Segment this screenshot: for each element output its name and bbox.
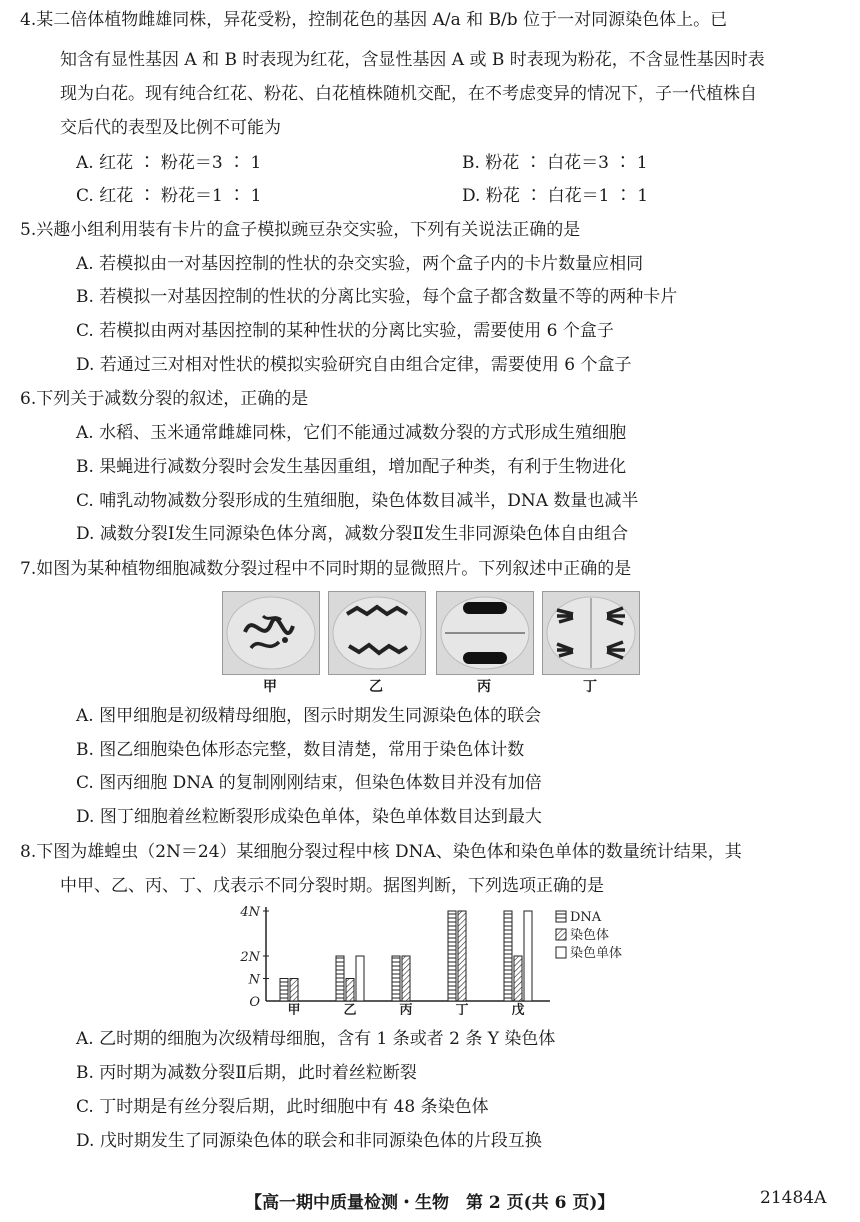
q5-stem: 5.兴趣小组利用装有卡片的盒子模拟豌豆杂交实验，下列有关说法正确的是 xyxy=(20,220,581,240)
q4-option-c: C. 红花 ∶ 粉花＝1 ∶ 1 xyxy=(76,186,262,206)
q5-option-c: C. 若模拟由两对基因控制的某种性状的分离比实验，需要使用 6 个盒子 xyxy=(76,321,614,341)
q7-option-d: D. 图丁细胞着丝粒断裂形成染色单体，染色单体数目达到最大 xyxy=(76,807,542,827)
bar-DNA-戊 xyxy=(504,911,512,1001)
bar-染色体-丁 xyxy=(458,911,466,1001)
bar-chart xyxy=(230,905,630,1015)
q4-option-a: A. 红花 ∶ 粉花＝3 ∶ 1 xyxy=(76,153,262,173)
q7-stem: 7.如图为某种植物细胞减数分裂过程中不同时期的显微照片。下列叙述中正确的是 xyxy=(20,559,632,579)
q5-option-a: A. 若模拟由一对基因控制的性状的杂交实验，两个盒子内的卡片数量应相同 xyxy=(76,254,644,274)
bar-DNA-丁 xyxy=(448,911,456,1001)
micrograph-label-jia: 甲 xyxy=(263,679,277,695)
q6-stem: 6.下列关于减数分裂的叙述，正确的是 xyxy=(20,389,309,409)
legend-label: DNA xyxy=(570,910,602,925)
bar-chart-svg xyxy=(230,905,630,1015)
q8-option-c: C. 丁时期是有丝分裂后期，此时细胞中有 48 条染色体 xyxy=(76,1097,489,1117)
micrograph-label-yi: 乙 xyxy=(369,679,383,695)
q4-stem-line-3: 现为白花。现有纯合红花、粉花、白花植株随机交配，在不考虑变异的情况下，子一代植株自 xyxy=(60,84,757,104)
y-tick-label: 4N xyxy=(240,905,260,920)
micrograph-jia xyxy=(222,591,320,675)
x-tick-label: 甲 xyxy=(287,1003,301,1015)
y-tick-label: O xyxy=(249,995,260,1010)
q4-option-d: D. 粉花 ∶ 白花＝1 ∶ 1 xyxy=(462,186,649,206)
q8-stem-line-2: 中甲、乙、丙、丁、戊表示不同分裂时期。据图判断，下列选项正确的是 xyxy=(60,876,604,896)
q7-option-a: A. 图甲细胞是初级精母细胞，图示时期发生同源染色体的联会 xyxy=(76,706,542,726)
q6-option-b: B. 果蝇进行减数分裂时会发生基因重组，增加配子种类，有利于生物进化 xyxy=(76,457,627,477)
bar-染色单体-乙 xyxy=(356,956,364,1001)
bar-染色体-戊 xyxy=(514,956,522,1001)
x-tick-label: 戊 xyxy=(511,1003,525,1015)
q4-stem-line-2: 知含有显性基因 A 和 B 时表现为红花，含显性基因 A 或 B 时表现为粉花，不含显性基因时表 xyxy=(60,50,765,70)
q6-option-a: A. 水稻、玉米通常雌雄同株，它们不能通过减数分裂的方式形成生殖细胞 xyxy=(76,423,627,443)
micrograph-ding xyxy=(542,591,640,675)
legend-label: 染色体 xyxy=(570,928,610,943)
q5-option-d: D. 若通过三对相对性状的模拟实验研究自由组合定律，需要使用 6 个盒子 xyxy=(76,355,632,375)
q7-option-b: B. 图乙细胞染色体形态完整，数目清楚，常用于染色体计数 xyxy=(76,740,525,760)
y-tick-label: N xyxy=(248,972,260,988)
bar-DNA-甲 xyxy=(280,979,288,1002)
q6-option-c: C. 哺乳动物减数分裂形成的生殖细胞，染色体数目减半，DNA 数量也减半 xyxy=(76,491,639,511)
micrograph-figure xyxy=(222,591,638,696)
x-tick-label: 丙 xyxy=(399,1003,413,1015)
bar-染色体-甲 xyxy=(290,979,298,1002)
legend-swatch xyxy=(556,947,566,958)
micrograph-yi xyxy=(328,591,426,675)
x-tick-label: 乙 xyxy=(343,1003,357,1015)
q8-option-d: D. 戊时期发生了同源染色体的联会和非同源染色体的片段互换 xyxy=(76,1131,542,1151)
q7-option-c: C. 图丙细胞 DNA 的复制刚刚结束，但染色体数目并没有加倍 xyxy=(76,773,542,793)
legend-label: 染色单体 xyxy=(570,946,623,961)
x-tick-label: 丁 xyxy=(455,1003,469,1015)
micrograph-label-ding: 丁 xyxy=(583,679,597,695)
legend-swatch xyxy=(556,911,566,922)
q4-option-b: B. 粉花 ∶ 白花＝3 ∶ 1 xyxy=(462,153,648,173)
micrograph-bing xyxy=(436,591,534,675)
q8-option-a: A. 乙时期的细胞为次级精母细胞，含有 1 条或者 2 条 Y 染色体 xyxy=(76,1029,556,1049)
q8-stem-line-1: 8.下图为雄蝗虫（2N＝24）某细胞分裂过程中核 DNA、染色体和染色单体的数量统计结果，其 xyxy=(20,842,742,862)
bar-染色单体-戊 xyxy=(524,911,532,1001)
legend-swatch xyxy=(556,929,566,940)
q4-stem-line-1: 4.某二倍体植物雌雄同株，异花受粉，控制花色的基因 A/a 和 B/b 位于一对同源染色体上。已 xyxy=(20,10,728,30)
micrograph-label-bing: 丙 xyxy=(477,679,491,695)
exam-code: 21484A xyxy=(760,1188,827,1208)
page-footer: 【高一期中质量检测・生物 第 2 页(共 6 页)】 xyxy=(245,1193,615,1213)
bar-DNA-乙 xyxy=(336,956,344,1001)
q8-option-b: B. 丙时期为减数分裂Ⅱ后期，此时着丝粒断裂 xyxy=(76,1063,417,1083)
bar-DNA-丙 xyxy=(392,956,400,1001)
y-tick-label: 2N xyxy=(240,950,260,965)
bar-染色体-乙 xyxy=(346,979,354,1002)
q6-option-d: D. 减数分裂Ⅰ发生同源染色体分离，减数分裂Ⅱ发生非同源染色体自由组合 xyxy=(76,524,629,544)
bar-染色体-丙 xyxy=(402,956,410,1001)
q5-option-b: B. 若模拟一对基因控制的性状的分离比实验，每个盒子都含数量不等的两种卡片 xyxy=(76,287,678,307)
q4-stem-line-4: 交后代的表型及比例不可能为 xyxy=(60,118,281,138)
